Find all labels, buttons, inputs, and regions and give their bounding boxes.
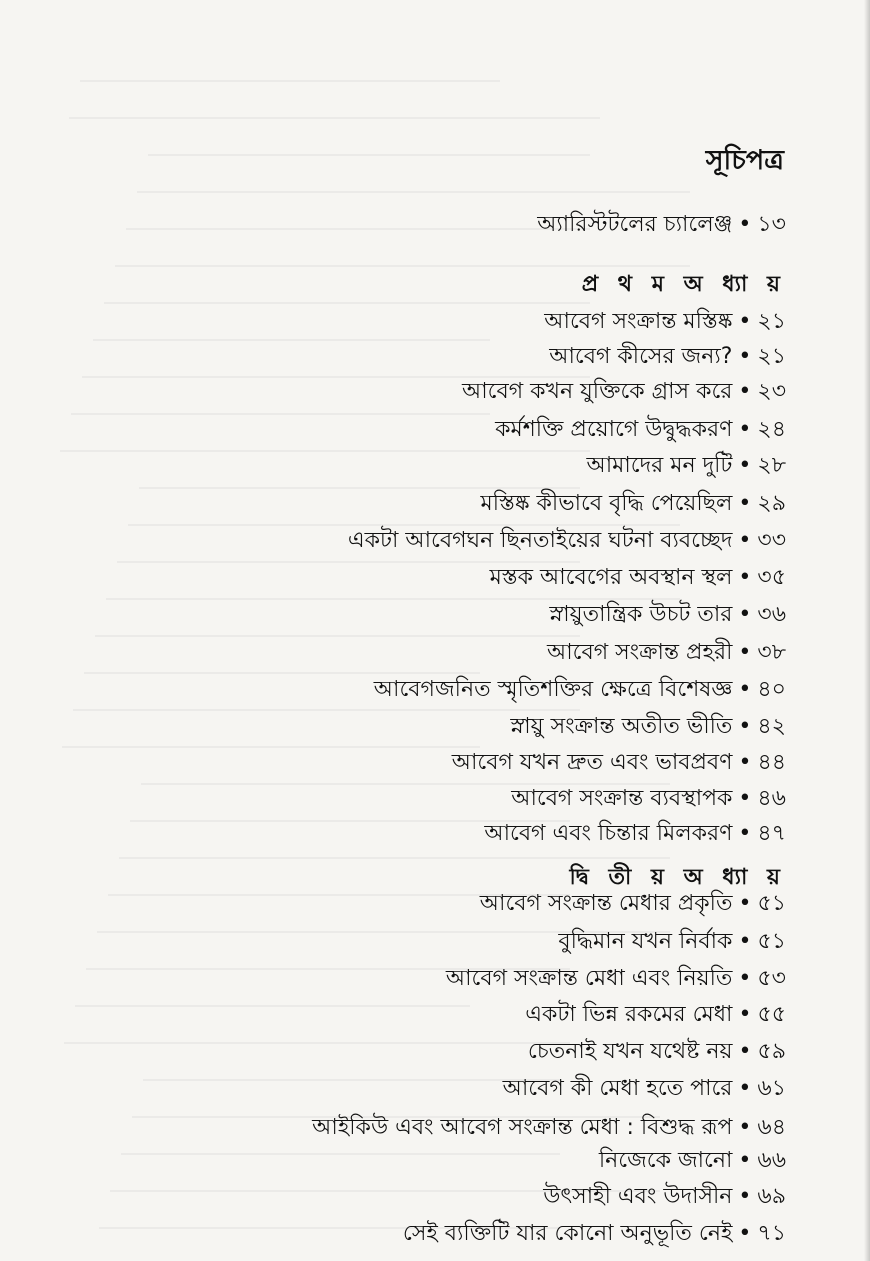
- toc-entry: [558, 922, 786, 962]
- bullet-separator: •: [738, 750, 752, 775]
- bullet-separator: •: [738, 1039, 752, 1064]
- bleed-streak: [75, 1005, 470, 1007]
- toc-entry-page-number: ২১: [757, 309, 786, 334]
- bullet-separator: •: [738, 1221, 752, 1246]
- toc-entry: [452, 743, 786, 783]
- toc-entry: [586, 446, 786, 486]
- toc-entry-page-number: ৩৩: [757, 528, 786, 553]
- bleed-streak: [64, 1042, 570, 1044]
- toc-entry: [525, 995, 786, 1035]
- bullet-separator: •: [738, 528, 752, 553]
- toc-entry-page-number: ৪০: [757, 677, 786, 702]
- toc-entry: [544, 302, 786, 342]
- bullet-separator: •: [738, 677, 752, 702]
- bullet-separator: •: [738, 640, 752, 665]
- bullet-separator: •: [738, 453, 752, 478]
- bullet-separator: •: [738, 891, 752, 916]
- bleed-streak: [80, 80, 500, 82]
- toc-entry-title: আবেগ এবং চিন্তার মিলকরণ: [484, 821, 733, 846]
- toc-entry-page-number: ৪৭: [757, 821, 786, 846]
- toc-entry: [599, 1141, 786, 1181]
- toc-entry-title: আবেগ যখন দ্রুত এবং ভাবপ্রবণ: [451, 750, 733, 775]
- bleed-streak: [148, 154, 590, 156]
- toc-entry-page-number: ৫৩: [757, 966, 786, 991]
- toc-entry: [481, 484, 787, 524]
- bullet-separator: •: [738, 929, 752, 954]
- toc-entry: [543, 1177, 786, 1217]
- toc-entry: [537, 205, 786, 245]
- toc-entry-title: আবেগ কখন যুক্তিকে গ্রাস করে: [462, 379, 733, 404]
- toc-entry: [510, 707, 786, 747]
- toc-title: সূচিপত্র: [705, 145, 784, 176]
- toc-entry-title: আবেগ সংক্রান্ত মেধার প্রকৃতি: [479, 891, 733, 916]
- toc-entry-page-number: ২৮: [757, 453, 786, 478]
- toc-entry-page-number: ৬৬: [757, 1148, 786, 1173]
- toc-entry-page-number: ৪৪: [757, 750, 786, 775]
- bullet-separator: •: [738, 714, 752, 739]
- toc-entry-page-number: ৫৯: [757, 1039, 786, 1064]
- bleed-streak: [143, 1079, 560, 1081]
- toc-entry-title: একটা ভিন্ন রকমের মেধা: [525, 1002, 733, 1027]
- toc-entry-page-number: ২৪: [757, 417, 786, 442]
- toc-entry-title: আবেগ সংক্রান্ত প্রহরী: [546, 640, 733, 665]
- bullet-separator: •: [738, 344, 752, 369]
- toc-entry-title: আমাদের মন দুটি: [586, 453, 733, 478]
- toc-entry: [446, 959, 786, 999]
- toc-entry: [547, 633, 786, 673]
- toc-entry-page-number: ৬১: [757, 1076, 786, 1101]
- toc-entry-title: আবেগ কী মেধা হতে পারে: [502, 1076, 733, 1101]
- toc-entry-page-number: ২৯: [757, 491, 786, 516]
- bullet-separator: •: [738, 1184, 752, 1209]
- bullet-separator: •: [738, 821, 752, 846]
- bleed-streak: [93, 339, 490, 341]
- bullet-separator: •: [738, 565, 752, 590]
- chapter-heading-text: প্র থ ম অ ধ্যা য়: [581, 272, 786, 297]
- bullet-separator: •: [738, 1115, 752, 1140]
- toc-entry-page-number: ৩৫: [757, 565, 786, 590]
- toc-entry-page-number: ৩৬: [757, 602, 786, 627]
- toc-entry-page-number: ৪২: [757, 714, 786, 739]
- page-fold-shadow: [864, 0, 870, 1261]
- toc-entry-page-number: ৫১: [757, 929, 786, 954]
- toc-entry-title: আবেগজনিত স্মৃতিশক্তির ক্ষেত্রে বিশেষজ্ঞ: [373, 677, 733, 702]
- toc-entry-page-number: ৫৫: [757, 1002, 786, 1027]
- toc-entry: [528, 1032, 786, 1072]
- toc-entry-title: আবেগ সংক্রান্ত মেধা এবং নিয়তি: [445, 966, 733, 991]
- toc-entry: [549, 337, 786, 377]
- toc-entry: [490, 558, 786, 598]
- bullet-separator: •: [738, 417, 752, 442]
- bleed-streak: [95, 635, 580, 637]
- bleed-streak: [60, 450, 590, 452]
- toc-entry-title: মস্তিষ্ক কীভাবে বৃদ্ধি পেয়েছিল: [480, 491, 733, 516]
- bullet-separator: •: [738, 379, 752, 404]
- bleed-streak: [104, 302, 590, 304]
- bullet-separator: •: [738, 966, 752, 991]
- bullet-separator: •: [738, 786, 752, 811]
- chapter-heading-text: দ্বি তী য় অ ধ্যা য়: [569, 865, 786, 890]
- bleed-streak: [126, 228, 590, 230]
- bullet-separator: •: [738, 309, 752, 334]
- toc-entry-title: উৎসাহী এবং উদাসীন: [543, 1184, 733, 1209]
- bleed-streak: [121, 1153, 560, 1155]
- toc-entry: [503, 1069, 786, 1109]
- toc-entry-page-number: ৫১: [757, 891, 786, 916]
- toc-entry-title: স্নায়ুতান্ত্রিক উচট তার: [549, 602, 733, 627]
- chapter-heading: [582, 265, 786, 305]
- toc-entry: [484, 814, 786, 854]
- toc-entry-title: বুদ্ধিমান যখন নির্বাক: [558, 929, 733, 954]
- toc-entry-title: অ্যারিস্টটলের চ্যালেঞ্জ: [537, 212, 733, 237]
- toc-entry-title: আবেগ কীসের জন্য?: [549, 344, 733, 369]
- toc-entry-title: আবেগ সংক্রান্ত মস্তিষ্ক: [544, 309, 733, 334]
- toc-entry-page-number: ৩৮: [757, 640, 786, 665]
- toc-entry: [495, 410, 786, 450]
- bullet-separator: •: [738, 212, 752, 237]
- toc-entry-title: আবেগ সংক্রান্ত ব্যবস্থাপক: [511, 786, 733, 811]
- toc-entry-title: কর্মশক্তি প্রয়োগে উদ্বুদ্ধকরণ: [495, 417, 733, 442]
- bleed-streak: [69, 117, 600, 119]
- bleed-streak: [62, 746, 480, 748]
- toc-entry: [480, 884, 786, 924]
- bleed-streak: [71, 413, 490, 415]
- toc-entry: [549, 595, 786, 635]
- toc-entry: [374, 670, 786, 710]
- toc-entry-title: স্নায়ু সংক্রান্ত অতীত ভীতি: [510, 714, 733, 739]
- toc-entry-page-number: ২১: [757, 344, 786, 369]
- toc-entry-title: চেতনাই যখন যথেষ্ট নয়: [527, 1039, 733, 1064]
- toc-entry-page-number: ২৩: [757, 379, 786, 404]
- bullet-separator: •: [738, 602, 752, 627]
- toc-entry-title: আইকিউ এবং আবেগ সংক্রান্ত মেধা : বিশুদ্ধ রূপ: [312, 1115, 733, 1140]
- bleed-streak: [137, 191, 690, 193]
- toc-entry: [348, 521, 786, 561]
- toc-entry-page-number: ৪৬: [757, 786, 786, 811]
- bullet-separator: •: [738, 1076, 752, 1101]
- toc-entry: [462, 372, 786, 412]
- toc-entry-page-number: ৭১: [757, 1221, 786, 1246]
- toc-entry-title: একটা আবেগঘন ছিনতাইয়ের ঘটনা ব্যবচ্ছেদ: [347, 528, 733, 553]
- bullet-separator: •: [738, 491, 752, 516]
- toc-entry-title: সেই ব্যক্তিটি যার কোনো অনুভূতি নেই: [402, 1221, 733, 1246]
- toc-entry-page-number: ৬৪: [757, 1115, 786, 1140]
- toc-entry: [511, 779, 786, 819]
- toc-entry-title: নিজেকে জানো: [598, 1148, 733, 1173]
- toc-entry: [403, 1214, 786, 1254]
- toc-entry-title: মস্তক আবেগের অবস্থান স্থল: [489, 565, 733, 590]
- bullet-separator: •: [738, 1002, 752, 1027]
- bullet-separator: •: [738, 1148, 752, 1173]
- toc-entry-page-number: ১৩: [757, 212, 786, 237]
- toc-entry-page-number: ৬৯: [757, 1184, 786, 1209]
